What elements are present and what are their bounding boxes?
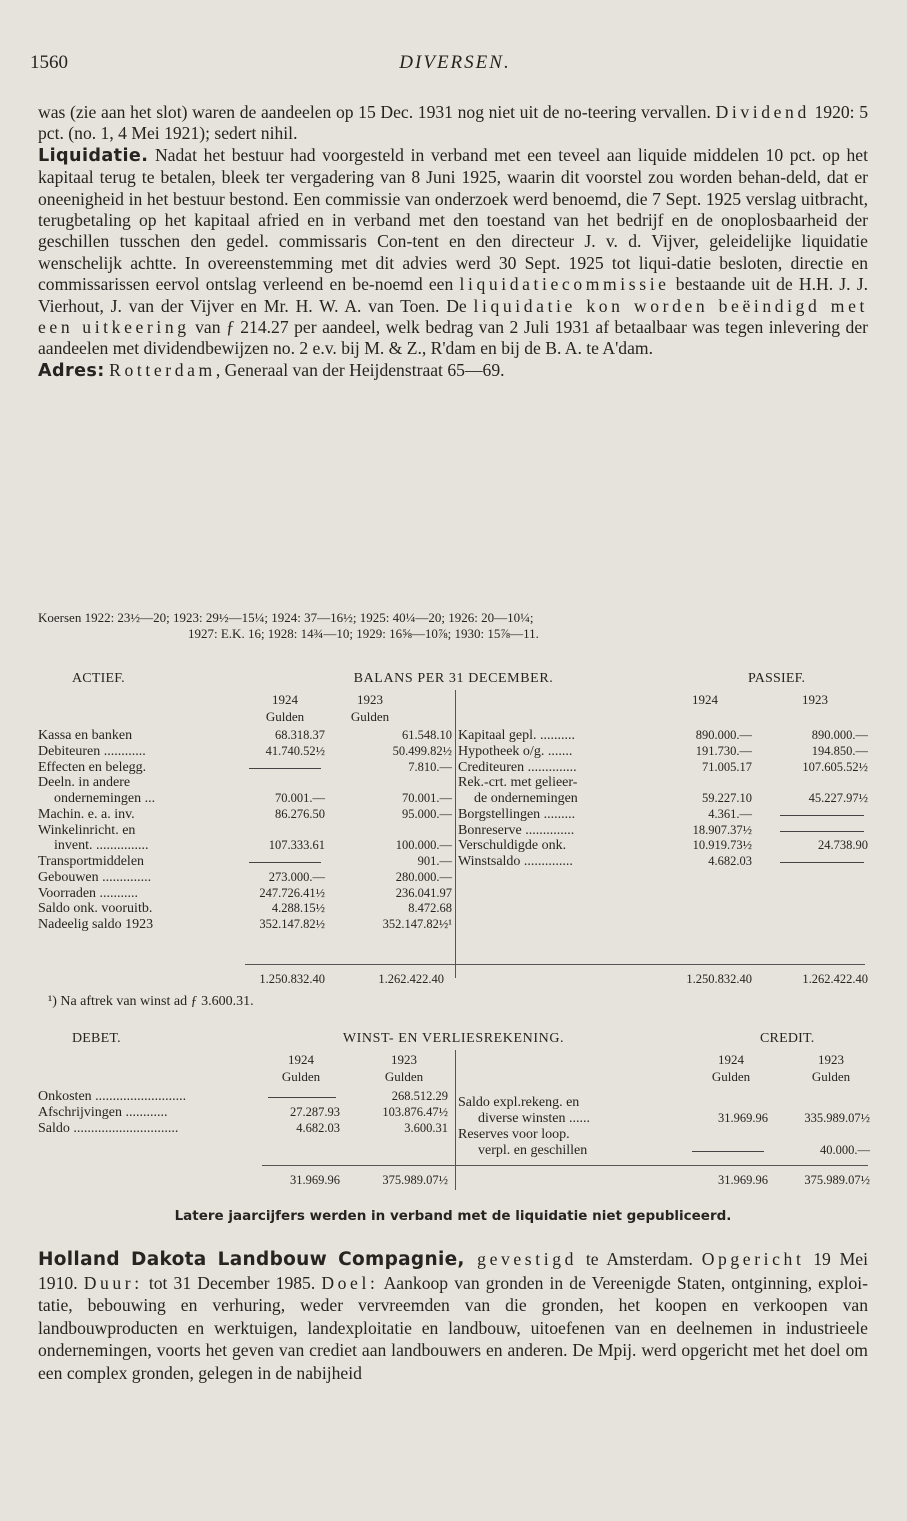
- actief-row-label: invent. ...............: [54, 838, 149, 854]
- passief-row-1924: 4.361.—: [708, 806, 752, 821]
- debet-row-1923: 3.600.31: [404, 1120, 448, 1135]
- actief-row-label: Debiteuren ............: [38, 743, 146, 759]
- holland-text-3: tot 31 December 1985.: [142, 1272, 322, 1293]
- intro-text-1: was (zie aan het slot) waren de aandeelen op 15 Dec. 1931 nog niet uit de no-teering vervallen.: [38, 102, 716, 122]
- passief-row-label: Borgstellingen .........: [458, 806, 576, 822]
- running-head: DIVERSEN.: [399, 52, 511, 73]
- balans-total-left-1924: 1.250.832.40: [259, 972, 325, 986]
- winst-left-title: DEBET.: [72, 1031, 121, 1046]
- actief-row-label: Deeln. in andere: [38, 775, 131, 791]
- balans-center-title: BALANS PER 31 DECEMBER.: [353, 671, 554, 686]
- balans-unit-left-1923: Gulden: [350, 709, 390, 724]
- credit-row-label: Saldo expl.rekeng. en: [458, 1095, 580, 1110]
- debet-row-label: Onkosten ..........................: [38, 1089, 187, 1104]
- actief-row-1924: 273.000.—: [268, 869, 325, 884]
- actief-row-1923: 95.000.—: [402, 806, 452, 821]
- actief-row-1924: 4.288.15½: [271, 901, 325, 916]
- adres-city: Rotterdam: [109, 359, 216, 380]
- debet-row-1923: 268.512.29: [391, 1089, 448, 1103]
- koersen-block: [38, 610, 868, 642]
- actief-row-1923: 61.548.10: [402, 728, 452, 742]
- actief-row-1923: 7.810.—: [408, 759, 452, 774]
- actief-row-1924: 41.740.52½: [265, 743, 325, 758]
- passief-row-label: Crediteuren ..............: [458, 759, 577, 775]
- balans-total-left-1923: 1.262.422.40: [378, 972, 444, 986]
- winst-unit-right-1923: Gulden: [811, 1069, 851, 1084]
- winst-unit-right-1924: Gulden: [711, 1069, 751, 1084]
- debet-row-1924: 27.287.93: [290, 1104, 340, 1119]
- intro-text-5: van ƒ 214.27 per aandeel, welk bedrag van 2 Juli 1931 af betaalbaar was tegen inlevering der aandeelen met dividendbewijzen no. 2 e.v. bij M. & Z., R'dam en bij de B. A. te A'dam.: [38, 317, 868, 359]
- winst-unit-left-1923: Gulden: [384, 1069, 424, 1084]
- commissie-label: liquidatiecommissie: [459, 274, 670, 295]
- debet-row-label: Saldo ..............................: [38, 1120, 179, 1136]
- gevestigd-label: gevestigd: [464, 1249, 578, 1269]
- dividend-label: Dividend: [715, 102, 810, 122]
- passief-row-1923: 890.000.—: [811, 728, 868, 742]
- passief-row-1924: 890.000.—: [695, 728, 752, 742]
- actief-row-1923: 70.001.—: [402, 791, 452, 805]
- balans-total-right-1923: 1.262.422.40: [802, 972, 868, 986]
- balans-right-title: PASSIEF.: [748, 671, 806, 686]
- actief-row-label: Gebouwen ..............: [38, 869, 152, 885]
- actief-row-1924: 107.333.61: [268, 838, 325, 853]
- company-name: Holland Dakota Landbouw Compagnie,: [38, 1249, 465, 1270]
- balans-year-left-1923: 1923: [357, 692, 383, 707]
- koersen-line-1: Koersen 1922: 23½—20; 1923: 29½—15¼; 1924: 37—16½; 1925: 40¼—20; 1926: 20—10¼;: [38, 610, 534, 625]
- passief-row-1923: 194.850.—: [811, 743, 868, 758]
- balans-divider: [455, 690, 456, 978]
- duur-label: Duur:: [83, 1272, 143, 1293]
- winst-year-left-1924: 1924: [288, 1052, 314, 1067]
- doel-label: Doel:: [321, 1272, 379, 1293]
- actief-row-1923: 8.472.68: [408, 901, 452, 916]
- intro-text-2: 1920: 5 pct. (no. 1, 4 Mei 1921); sedert nihil.: [38, 102, 868, 144]
- balans-left-title: ACTIEF.: [72, 671, 125, 686]
- passief-row-label: Winstsaldo ..............: [458, 854, 573, 869]
- balans-year-right-1923: 1923: [802, 692, 828, 707]
- intro-text-4: bestaande uit de H.H. J. J. Vierhout, J. van der Vijver en Mr. H. W. A. van Toen. De: [38, 274, 868, 316]
- passief-row-1923: 24.738.90: [818, 838, 868, 853]
- balans-year-right-1924: 1924: [692, 692, 718, 707]
- passief-row-1924: 71.005.17: [702, 759, 752, 774]
- winst-unit-left-1924: Gulden: [281, 1069, 321, 1084]
- winst-right-title: CREDIT.: [760, 1031, 815, 1046]
- actief-row-1924: 86.276.50: [275, 806, 325, 821]
- passief-row-label: Bonreserve ..............: [458, 822, 575, 838]
- page-header: [30, 52, 880, 82]
- actief-row-1924-dash: [249, 768, 321, 769]
- actief-row-label: ondernemingen ...: [54, 791, 156, 806]
- passief-row-1923: 107.605.52½: [802, 759, 868, 774]
- later-note-label: Latere jaarcijfers: [174, 1208, 305, 1224]
- balans-unit-left-1924: Gulden: [265, 709, 305, 724]
- passief-row-1924: 10.919.73½: [692, 838, 752, 853]
- debet-row-1923: 103.876.47½: [382, 1104, 448, 1119]
- winst-center-title: WINST- EN VERLIESREKENING.: [342, 1031, 565, 1046]
- actief-row-1924: 70.001.—: [275, 791, 325, 805]
- balans-total-rule: [245, 964, 865, 965]
- actief-row-1923: 50.499.82½: [392, 743, 452, 758]
- winst-year-right-1923: 1923: [818, 1052, 844, 1067]
- page-number: 1560: [30, 52, 68, 73]
- actief-row-1924-dash: [249, 862, 321, 863]
- actief-row-label: Machin. e. a. inv.: [38, 806, 135, 822]
- later-note-text: werden in verband met de liquidatie niet gepubliceerd.: [304, 1208, 732, 1224]
- winst-total-left-1923: 375.989.07½: [382, 1173, 448, 1187]
- actief-row-1923: 352.147.82½¹: [382, 917, 452, 931]
- koersen-line-2: 1927: E.K. 16; 1928: 14¾—10; 1929: 16⅝—10⅞; 1930: 15⅞—11.: [188, 626, 539, 641]
- actief-row-1923: 901.—: [417, 854, 452, 868]
- passief-row-1923-dash: [780, 831, 864, 832]
- winst-divider: [455, 1050, 456, 1190]
- passief-row-1923-dash: [780, 815, 864, 816]
- passief-row-1923: 45.227.97½: [808, 791, 868, 805]
- passief-row-label: Rek.-crt. met gelieer-: [458, 775, 578, 791]
- passief-row-1924: 4.682.03: [708, 854, 752, 868]
- kon-label: liquidatie kon worden beëindigd met een uitkeering: [38, 295, 868, 338]
- passief-row-1924: 18.907.37½: [692, 822, 752, 837]
- passief-row-label: Hypotheek o/g. .......: [458, 743, 573, 759]
- actief-row-label: Effecten en belegg.: [38, 759, 147, 775]
- debet-row-1924-dash: [268, 1097, 336, 1098]
- intro-text-3: Nadat het bestuur had voorgesteld in verband met een teveel aan liquide middelen 10 pct. op het kapitaal terug te betalen, bleek ter vergadering van 8 Juni 1925, waarin dit voorstel zou worden behan-deld, dat er oneenigheid in het bestuur bestond. Een commissie van onderzoek werd benoemd, die 7 Sept. 1925 verslag uitbracht, terugbetaling op het kapitaal afried en in verband met den toestand van het bedrijf en de onoplosbaarheid der geschillen tusschen den gedel. commissaris Con-tent en den directeur J. v. d. Vijver, geleidelijke liquidatie wenschelijk achtte. In overeenstemming met dit advies werd 30 Sept. 1925 tot liqui-datie besloten, directie en commissarissen eervol ontslag verleend en be-noemd een: [38, 144, 868, 295]
- later-note: [38, 1208, 868, 1224]
- holland-text-1: te Amsterdam.: [577, 1249, 702, 1269]
- winst-total-rule: [262, 1165, 868, 1166]
- actief-row-1924: 352.147.82½: [259, 917, 325, 931]
- balans-footnote: ¹) Na aftrek van winst ad ƒ 3.600.31.: [48, 994, 254, 1009]
- actief-row-1923: 236.041.97: [395, 885, 452, 900]
- winst-total-left-1924: 31.969.96: [290, 1173, 340, 1187]
- actief-row-label: Kassa en banken: [38, 728, 133, 743]
- credit-row-1924-dash: [692, 1151, 764, 1152]
- passief-row-1923-dash: [780, 862, 864, 863]
- passief-row-label: Verschuldigde onk.: [458, 838, 567, 854]
- credit-row-label: Reserves voor loop.: [458, 1126, 570, 1142]
- credit-row-1923: 40.000.—: [820, 1142, 870, 1157]
- credit-row-1924: 31.969.96: [718, 1110, 768, 1125]
- actief-row-1923: 100.000.—: [395, 838, 452, 853]
- holland-text-4: Aankoop van gronden in de Vereenigde Staten, ontginning, exploi-tatie, bebouwing en verhuring, weder vervreemden van die gronden, het koopen en verkoopen van landbouwproducten en werktuigen, landexploitatie en landbouw, uitoefenen van en deelnemen in industrieele ondernemingen, voorts het geven van crediet aan landbouwers en anderen. De Mpij. werd opgericht met het doel om een complex gronden, gelegen in de nabijheid: [38, 1272, 869, 1383]
- passief-row-label: de ondernemingen: [474, 791, 578, 806]
- actief-row-label: Saldo onk. vooruitb.: [38, 901, 153, 917]
- opgericht-label: Opgericht: [701, 1249, 805, 1269]
- adres-street: , Generaal van der Heijdenstraat 65—69.: [215, 359, 505, 380]
- winst-total-right-1924: 31.969.96: [718, 1173, 768, 1187]
- actief-row-1924: 68.318.37: [275, 728, 325, 742]
- liquidatie-label: Liquidatie.: [38, 145, 149, 166]
- actief-row-label: Nadeelig saldo 1923: [38, 917, 154, 932]
- passief-row-1924: 191.730.—: [695, 743, 752, 758]
- adres-label: Adres:: [38, 360, 105, 381]
- actief-row-label: Transportmiddelen: [38, 854, 145, 869]
- winst-year-right-1924: 1924: [718, 1052, 744, 1067]
- balans-year-left-1924: 1924: [272, 692, 298, 707]
- passief-row-label: Kapitaal gepl. ..........: [458, 728, 576, 743]
- credit-row-label: diverse winsten ......: [478, 1110, 590, 1126]
- holland-text-2: 19 Mei 1910.: [38, 1249, 869, 1293]
- debet-row-label: Afschrijvingen ............: [38, 1104, 168, 1120]
- actief-row-label: Voorraden ...........: [38, 885, 139, 901]
- credit-row-label: verpl. en geschillen: [478, 1142, 588, 1158]
- actief-row-1923: 280.000.—: [395, 869, 452, 884]
- balans-total-right-1924: 1.250.832.40: [686, 972, 752, 986]
- winst-year-left-1923: 1923: [391, 1052, 417, 1067]
- actief-row-1924: 247.726.41½: [259, 885, 325, 900]
- winst-total-right-1923: 375.989.07½: [804, 1173, 870, 1187]
- actief-row-label: Winkelinricht. en: [38, 822, 136, 838]
- debet-row-1924: 4.682.03: [296, 1120, 340, 1135]
- credit-row-1923: 335.989.07½: [804, 1110, 870, 1125]
- intro-paragraph: [38, 102, 868, 382]
- holland-paragraph: [38, 1248, 868, 1385]
- passief-row-1924: 59.227.10: [702, 791, 752, 805]
